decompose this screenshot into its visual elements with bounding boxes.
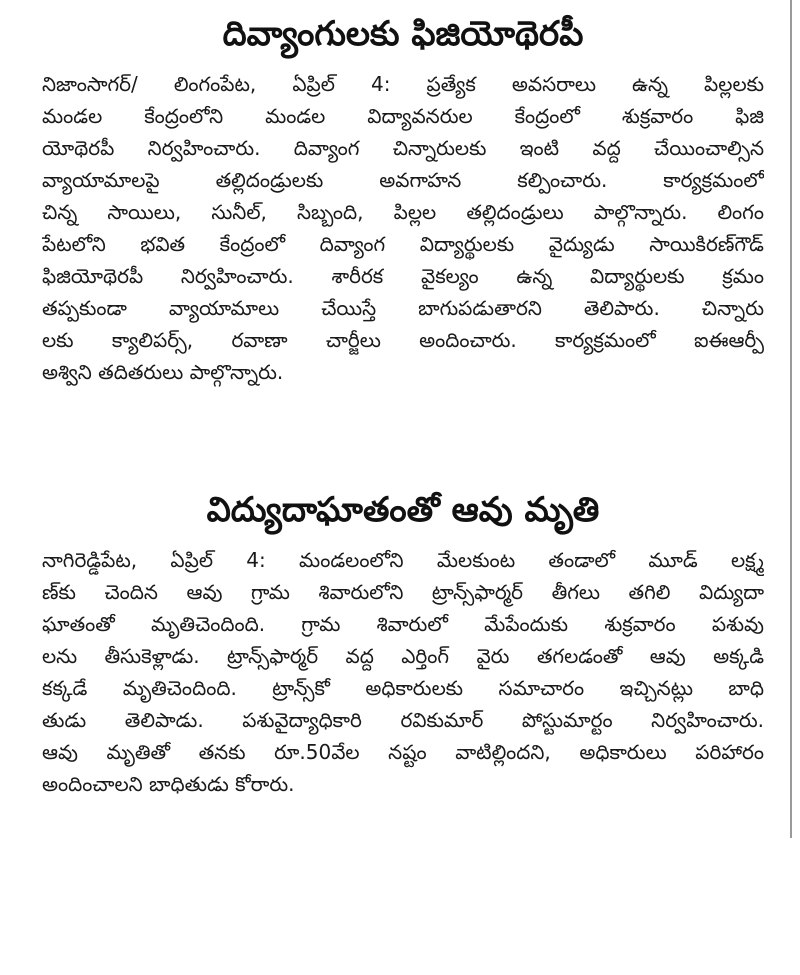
article-line: లకు క్యాలిపర్స్, రవాణా చార్జీలు అందించారు. కార్యక్రమంలో ఐఈఆర్పీ [42,328,764,352]
article-line: లను తీసుకెళ్లాడు. ట్రాన్స్‌ఫార్మర్ వద్ద ఎర్తింగ్ వైరు తగలడంతో ఆవు అక్కడి [42,644,764,668]
article-line: చిన్న సాయిలు, సునీల్, సిబ్బంది, పిల్లల తల్లిదండ్రులు పాల్గొన్నారు. లింగం [42,200,764,224]
article-line: అందించాలని బాధితుడు కోరారు. [42,772,295,796]
article-physiotherapy [42,10,764,388]
article-line: ఆవు మృతితో తనకు రూ.50వేల నష్టం వాటిల్లిందని, అధికారులు పరిహారం [42,740,764,764]
article-line: వ్యాయామాలపై తల్లిదండ్రులకు అవగాహన కల్పించారు. కార్యక్రమంలో [42,168,764,192]
article-line: ఫిజియోథెరపీ నిర్వహించారు. శారీరక వైకల్యం ఉన్న విద్యార్థులకు క్రమం [42,264,764,288]
article-line: మండల కేంద్రంలోని మండల విద్యావనరుల కేంద్రంలో శుక్రవారం ఫిజి [42,104,764,128]
article-headline: విద్యుదాఘాతంతో ఆవు మృతి [206,490,600,530]
article-line: తుడు తెలిపాడు. పశువైద్యాధికారి రవికుమార్ పోస్టుమార్టం నిర్వహించారు. [42,708,764,732]
article-line: కక్కడే మృతిచెందింది. ట్రాన్స్‌కో అధికారులకు సమాచారం ఇచ్చినట్లు బాధి [42,676,764,700]
article-body [42,68,764,388]
article-body [42,544,764,800]
article-line: తప్పకుండా వ్యాయామాలు చేయిస్తే బాగుపడుతారని తెలిపారు. చిన్నారు [42,296,764,320]
article-line: అశ్విని తదితరులు పాల్గొన్నారు. [42,360,284,384]
article-line: యోథెరపీ నిర్వహించారు. దివ్యాంగ చిన్నారులకు ఇంటి వద్ద చేయించాల్సిన [42,136,764,160]
article-line: నాగిరెడ్డిపేట, ఏప్రిల్ 4: మండలంలోని మేలకుంట తండాలో మూడ్ లక్ష్మ [42,548,764,572]
article-line: పేటలోని భవిత కేంద్రంలో దివ్యాంగ విద్యార్థులకు వైద్యుడు సాయికిరణ్‌గౌడ్ [42,232,764,256]
article-headline: దివ్యాంగులకు ఫిజియోథెరపీ [222,14,584,54]
article-line: ణ్‌కు చెందిన ఆవు గ్రామ శివారులోని ట్రాన్స్‌ఫార్మర్ తీగలు తగిలి విద్యుదా [42,580,764,604]
article-line: నిజాంసాగర్/ లింగంపేట, ఏప్రిల్ 4: ప్రత్యేక అవసరాలు ఉన్న పిల్లలకు [42,72,764,96]
article-line: ఘాతంతో మృతిచెందింది. గ్రామ శివారులో మేపేందుకు శుక్రవారం పశువు [42,612,764,636]
column-divider [790,0,792,838]
article-cow-electrocution [42,486,764,800]
